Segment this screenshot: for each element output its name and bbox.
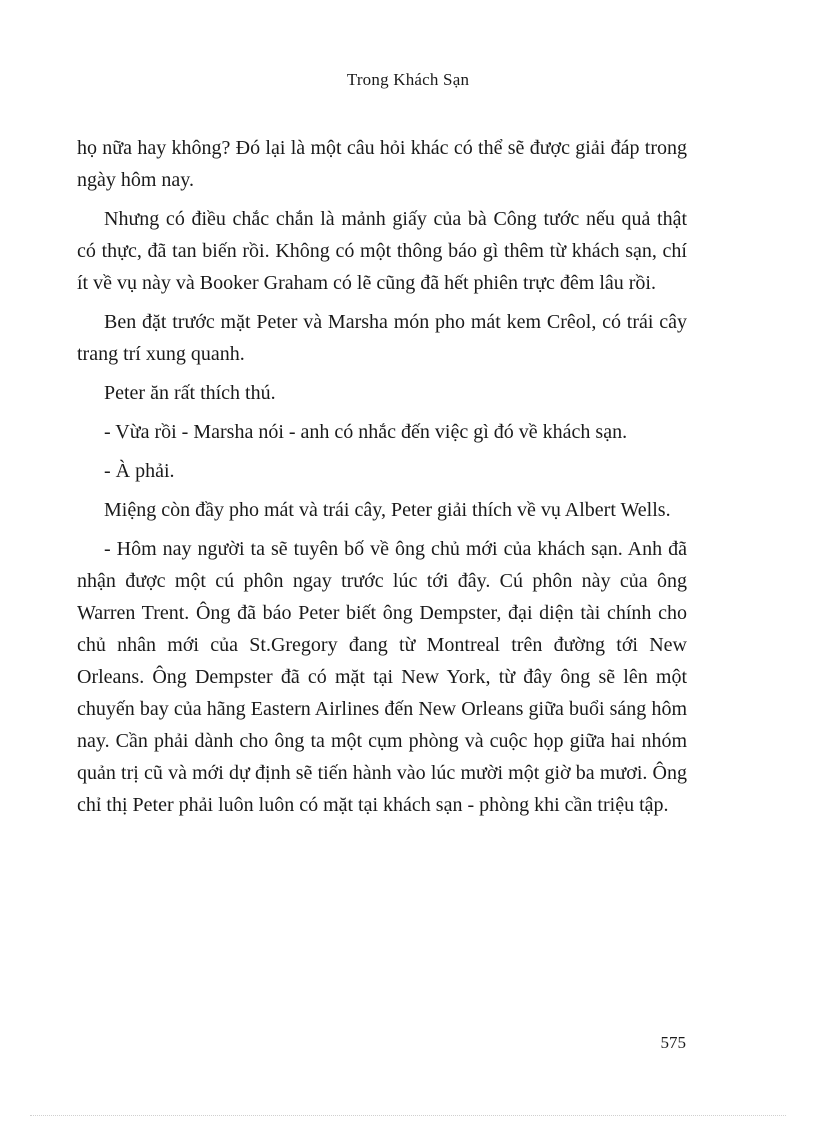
paragraph: Peter ăn rất thích thú.	[104, 382, 276, 404]
paragraph: Nhưng có điều chắc chắn là mảnh giấy của bà Công tước nếu quả thật có thực, đã tan biến rồi. Không có một thông báo gì thêm từ khách sạn, chí ít về vụ này và Booker Graham có lẽ cũng đã hết phiên trực đêm lâu rồi.	[77, 208, 687, 294]
paragraph: - Hôm nay người ta sẽ tuyên bố về ông chủ mới của khách sạn. Anh đã nhận được một cú phôn ngay trước lúc tới đây. Cú phôn này của ông Warren Trent. Ông đã báo Peter biết ông Dempster, đại diện tài chính cho chủ nhân mới của St.Gregory đang từ Montreal trên đường tới New Orleans. Ông Dempster đã có mặt tại New York, từ đây ông sẽ lên một chuyến bay của hãng Eastern Airlines đến New Orleans giữa buổi sáng hôm nay. Cần phải dành cho ông ta một cụm phòng và cuộc họp giữa hai nhóm quản trị cũ và mới dự định sẽ tiến hành vào lúc mười một giờ ba mươi. Ông chỉ thị Peter phải luôn luôn có mặt tại khách sạn - phòng khi cần triệu tập.	[77, 538, 687, 816]
body-text	[77, 132, 687, 828]
paragraph: Miệng còn đầy pho mát và trái cây, Peter giải thích về vụ Albert Wells.	[104, 499, 671, 521]
paragraph: họ nữa hay không? Đó lại là một câu hỏi khác có thể sẽ được giải đáp trong ngày hôm nay.	[77, 137, 687, 191]
page-number: 575	[660, 1033, 686, 1052]
paragraph: Ben đặt trước mặt Peter và Marsha món pho mát kem Crêol, có trái cây trang trí xung quanh.	[77, 311, 687, 365]
page-bottom-divider	[30, 1115, 786, 1116]
paragraph: - À phải.	[104, 460, 175, 482]
running-header: Trong Khách Sạn	[346, 70, 470, 89]
paragraph: - Vừa rồi - Marsha nói - anh có nhắc đến việc gì đó về khách sạn.	[104, 421, 628, 443]
